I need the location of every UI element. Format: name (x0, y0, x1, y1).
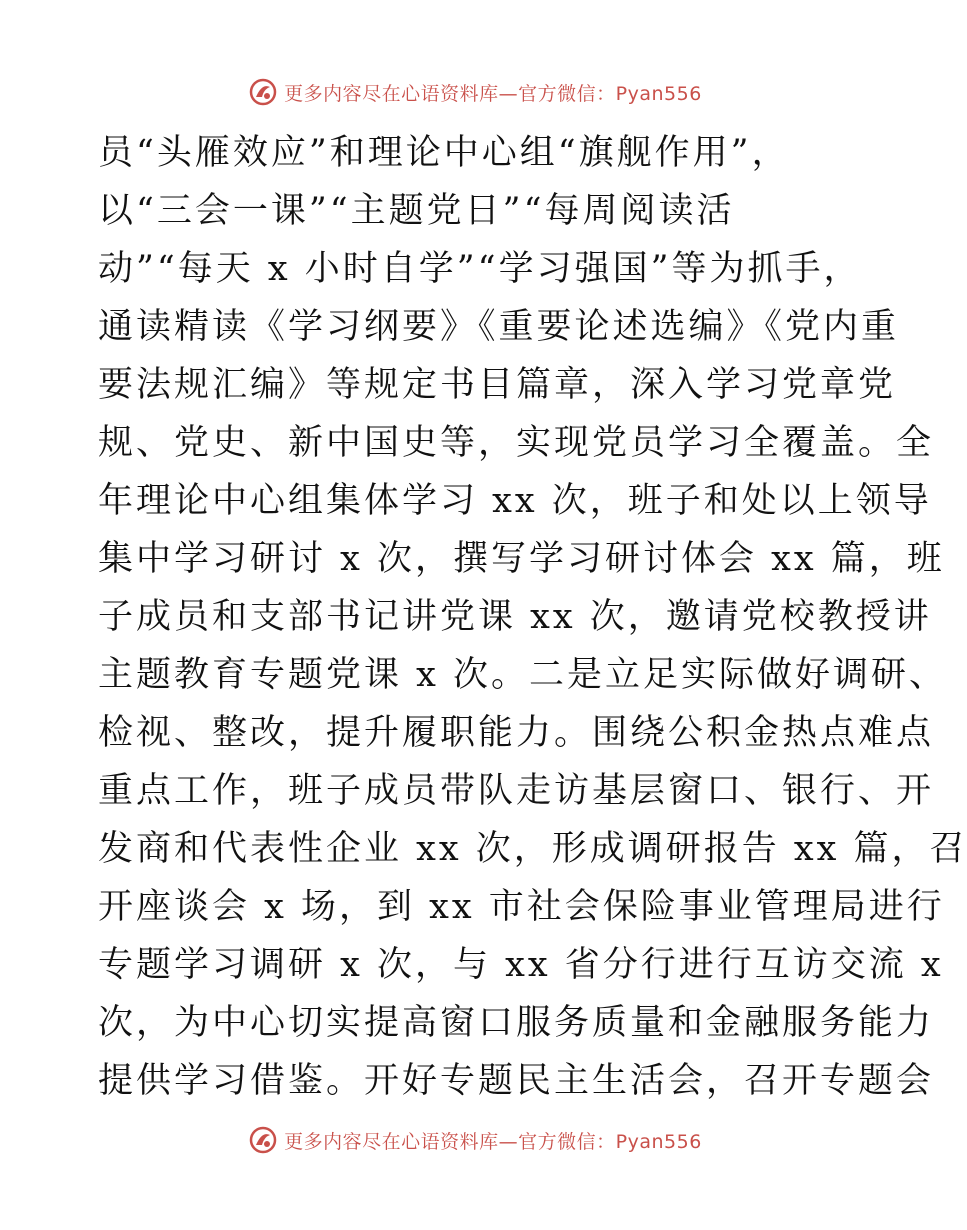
body-line: 重点工作，班子成员带队走访基层窗口、银行、开 (98, 771, 935, 811)
body-line: 专题学习调研 x 次，与 xx 省分行进行互访交流 x (98, 945, 944, 985)
body-line: 以“三会一课”“主题党日”“每周阅读活 (98, 191, 735, 231)
red-swirl-logo-icon (248, 77, 278, 107)
body-line: 要法规汇编》等规定书目篇章，深入学习党章党 (98, 365, 897, 405)
body-line: 提供学习借鉴。开好专题民主生活会，召开专题会 (98, 1061, 935, 1101)
footer-banner-text: 更多内容尽在心语资料库—官方微信：Pyan556 (284, 1130, 702, 1153)
footer-banner (0, 1120, 950, 1160)
body-line: 次，为中心切实提高窗口服务质量和金融服务能力 (98, 1003, 935, 1043)
header-banner-text: 更多内容尽在心语资料库—官方微信：Pyan556 (284, 82, 702, 105)
document-body (98, 124, 967, 1110)
body-line: 年理论中心组集体学习 xx 次，班子和处以上领导 (98, 481, 932, 521)
body-line: 检视、整改，提升履职能力。围绕公积金热点难点 (98, 713, 935, 753)
body-line: 子成员和支部书记讲党课 xx 次，邀请党校教授讲 (98, 597, 932, 637)
body-line: 主题教育专题党课 x 次。二是立足实际做好调研、 (98, 655, 947, 695)
body-line: 发商和代表性企业 xx 次，形成调研报告 xx 篇，召 (98, 829, 967, 869)
red-swirl-logo-icon (248, 1125, 278, 1155)
body-line: 规、党史、新中国史等，实现党员学习全覆盖。全 (98, 423, 935, 463)
body-line: 动”“每天 x 小时自学”“学习强国”等为抓手， (98, 249, 862, 289)
header-banner (0, 72, 950, 112)
body-line: 通读精读《学习纲要》《重要论述选编》《党内重 (98, 307, 900, 347)
body-line: 员“头雁效应”和理论中心组“旗舰作用”， (98, 133, 790, 173)
body-line: 开座谈会 x 场，到 xx 市社会保险事业管理局进行 (98, 887, 945, 927)
body-line: 集中学习研讨 x 次，撰写学习研讨体会 xx 篇，班 (98, 539, 945, 579)
